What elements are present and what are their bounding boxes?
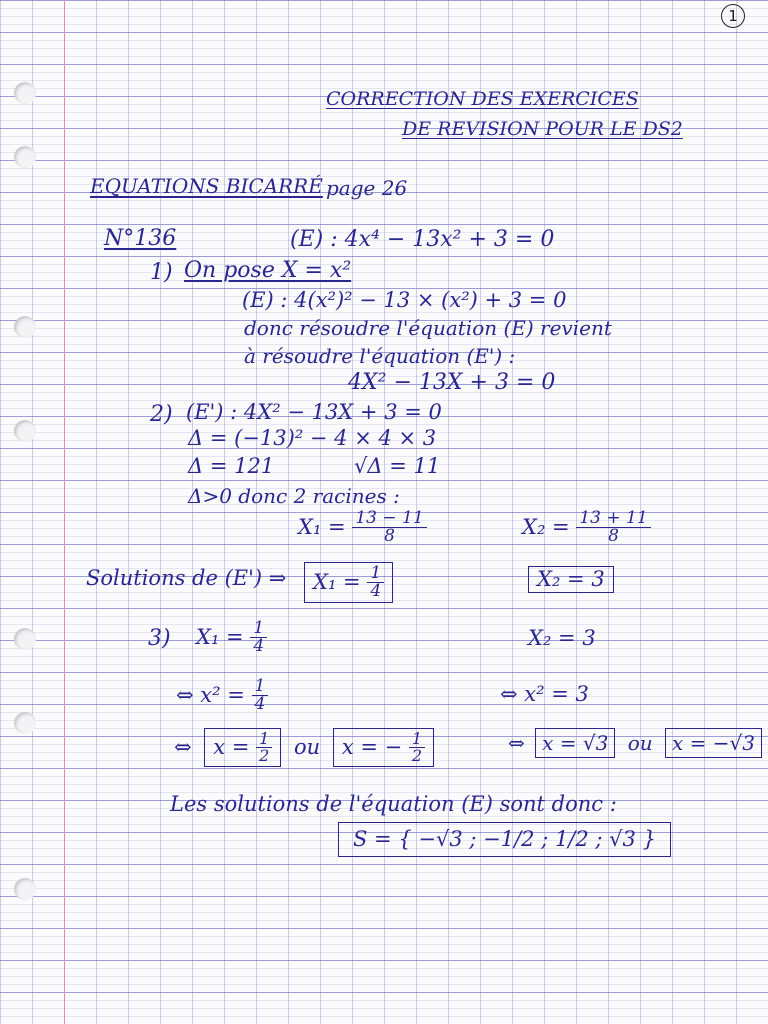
step3-x1-denominator: 4 <box>253 636 265 656</box>
step3-sol1b-box <box>333 728 434 767</box>
section-page-ref: page 26 <box>326 176 408 200</box>
page-number: 1 <box>721 4 745 28</box>
step3-sol1-prefix: ⇔ <box>174 735 192 759</box>
step1-intro: On pose X = x² <box>184 258 352 283</box>
x2-solution-box: X₂ = 3 <box>528 566 614 593</box>
exercise-number: N°136 <box>104 226 177 251</box>
step3-sol2a-box: x = √3 <box>535 728 615 758</box>
step3-solutions-1 <box>174 728 434 767</box>
step3-sol1b-label: x = − <box>341 735 403 759</box>
step3-sol2-prefix: ⇔ <box>508 731 525 755</box>
delta-formula: Δ = (−13)² − 4 × 4 × 3 <box>188 426 437 450</box>
binder-hole <box>14 628 36 650</box>
conclusion-text: Les solutions de l'équation (E) sont donc : <box>170 792 617 816</box>
x1-box-denominator: 4 <box>370 581 382 601</box>
step3-eq1-denominator: 4 <box>254 694 266 714</box>
step3-x2: X₂ = 3 <box>528 626 596 650</box>
x2-label: X₂ = <box>522 515 570 539</box>
step3-sol1b-denominator: 2 <box>411 746 423 765</box>
x2-fraction <box>576 510 650 545</box>
step3-x1-numerator: 1 <box>250 620 267 638</box>
binder-hole <box>14 82 36 104</box>
x2-denominator: 8 <box>608 526 619 546</box>
x1-label: X₁ = <box>298 515 346 539</box>
binder-hole <box>14 420 36 442</box>
x1-denominator: 8 <box>384 526 395 546</box>
main-equation: (E) : 4x⁴ − 13x² + 3 = 0 <box>290 227 555 252</box>
binder-hole <box>14 878 36 900</box>
step3-sol2b-box: x = −√3 <box>665 728 762 758</box>
x2-formula <box>522 510 651 545</box>
step3-eq1-prefix: ⇔ x² = <box>176 683 245 707</box>
step1-label: 1) <box>150 260 173 285</box>
step1-equation-e: (E) : 4(x²)² − 13 × (x²) + 3 = 0 <box>242 288 567 312</box>
step3-or-1: ou <box>293 735 321 759</box>
step3-sol1a-fraction <box>256 731 272 764</box>
step1-text-2: à résoudre l'équation (E') : <box>244 344 516 368</box>
x2-numerator: 13 + 11 <box>576 510 650 528</box>
step3-sol1a-box <box>204 728 281 767</box>
step3-equation-1 <box>176 678 268 713</box>
binder-hole <box>14 712 36 734</box>
step1-equation-prime: 4X² − 13X + 3 = 0 <box>348 370 556 395</box>
step3-sol1b-numerator: 1 <box>409 731 425 748</box>
step3-sol1a-label: x = <box>213 735 250 759</box>
step3-sol1a-denominator: 2 <box>259 746 270 765</box>
step1-text-1: donc résoudre l'équation (E) revient <box>244 316 612 340</box>
step3-sol1a-numerator: 1 <box>256 731 272 748</box>
step3-label: 3) <box>148 626 171 651</box>
x1-fraction <box>352 510 426 545</box>
x1-formula <box>298 510 427 545</box>
step3-eq1-fraction <box>252 678 269 713</box>
binder-hole <box>14 316 36 338</box>
section-title: EQUATIONS BICARRÉ <box>90 174 323 198</box>
step3-equation-2: ⇔ x² = 3 <box>500 682 589 706</box>
delta-conclusion: Δ>0 donc 2 racines : <box>188 484 400 508</box>
step3-eq1-numerator: 1 <box>252 678 269 696</box>
step3-x1-fraction <box>250 620 267 655</box>
x1-numerator: 13 − 11 <box>352 510 426 528</box>
step3-sol1b-fraction <box>409 731 425 764</box>
title-line-2: DE REVISION POUR LE DS2 <box>402 118 683 140</box>
step2-equation: (E') : 4X² − 13X + 3 = 0 <box>186 400 442 424</box>
solution-set-box: S = { −√3 ; −1/2 ; 1/2 ; √3 } <box>338 822 671 857</box>
step3-x1-label: X₁ = <box>196 625 244 649</box>
x1-solution-box <box>304 562 393 603</box>
x1-box-numerator: 1 <box>367 565 384 583</box>
step2-label: 2) <box>150 402 173 427</box>
step3-solutions-2 <box>508 728 762 758</box>
binder-hole <box>14 146 36 168</box>
step3-x1 <box>196 620 267 655</box>
x1-box-label: X₁ = <box>313 570 361 594</box>
title-line-1: CORRECTION DES EXERCICES <box>326 88 639 110</box>
delta-value: Δ = 121 <box>188 454 275 478</box>
step3-or-2: ou <box>627 731 653 755</box>
sqrt-delta: √Δ = 11 <box>354 454 441 478</box>
solutions-label: Solutions de (E') ⇒ <box>86 566 287 590</box>
x1-box-fraction <box>367 565 384 600</box>
